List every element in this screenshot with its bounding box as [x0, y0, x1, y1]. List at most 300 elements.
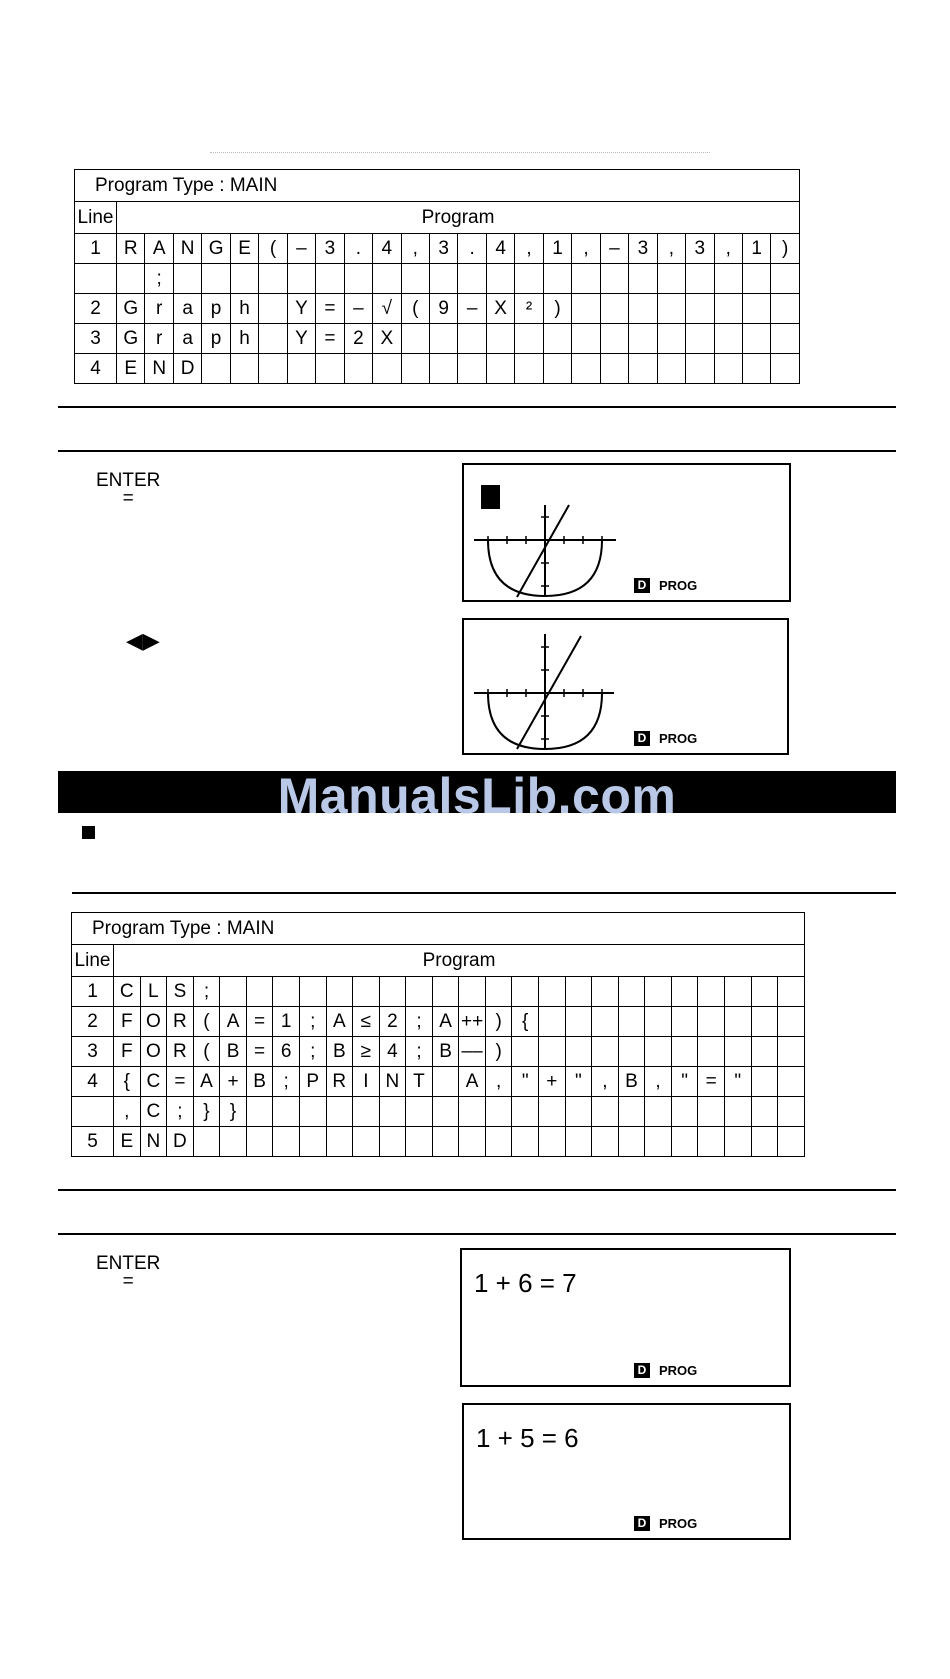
program-cell [326, 977, 353, 1007]
program-cell [600, 294, 628, 324]
program-cell: , [114, 1097, 141, 1127]
program-cell [698, 1127, 725, 1157]
program-cell: G [117, 294, 145, 324]
program-cell [273, 1097, 300, 1127]
program-cell: E [117, 354, 145, 384]
program-cell: B [618, 1067, 645, 1097]
program-cell [459, 1127, 486, 1157]
program-cell [751, 1007, 778, 1037]
program-cell [539, 1097, 566, 1127]
program-cell [485, 1127, 512, 1157]
program-cell: 6 [273, 1037, 300, 1067]
program-cell: " [724, 1067, 751, 1097]
program-cell: D [173, 354, 201, 384]
program-cell: – [458, 294, 486, 324]
status-indicator [634, 1516, 697, 1531]
program-cell [401, 354, 429, 384]
program-cell [565, 1037, 592, 1067]
program-cell [592, 1097, 619, 1127]
program-cell [629, 294, 657, 324]
program-cell: ; [273, 1067, 300, 1097]
program-cell [724, 1097, 751, 1127]
program-cell: " [671, 1067, 698, 1097]
program-cell: N [379, 1067, 406, 1097]
program-cell: { [512, 1007, 539, 1037]
program-cell: " [565, 1067, 592, 1097]
program-cell [344, 354, 372, 384]
enter-key-label [96, 1255, 160, 1291]
screen-output-text: 1 + 5 = 6 [476, 1423, 579, 1453]
program-cell: ≥ [353, 1037, 380, 1067]
divider [58, 1189, 896, 1191]
program-cell: S [167, 977, 194, 1007]
program-cell [259, 324, 287, 354]
program-cell [353, 977, 380, 1007]
d-indicator: D [634, 1363, 650, 1378]
program-cell: R [117, 234, 145, 264]
line-y-2x [517, 505, 569, 597]
program-cell: p [202, 324, 230, 354]
program-cell: R [326, 1067, 353, 1097]
program-cell: , [515, 234, 543, 264]
program-cell [273, 1127, 300, 1157]
divider [58, 406, 896, 408]
program-cell [287, 264, 315, 294]
status-indicator [634, 578, 697, 593]
program-header: Program [117, 202, 800, 234]
divider [72, 892, 896, 894]
program-cell [778, 1067, 805, 1097]
program-cell [406, 977, 433, 1007]
program-cell: E [230, 234, 258, 264]
program-cell: 3 [686, 234, 714, 264]
program-cell: D [167, 1127, 194, 1157]
program-cell [645, 1037, 672, 1067]
program-cell: F [114, 1037, 141, 1067]
line-number [72, 1097, 114, 1127]
program-cell: ≤ [353, 1007, 380, 1037]
program-cell [458, 324, 486, 354]
program-cell: –– [459, 1037, 486, 1067]
program-cell [751, 1097, 778, 1127]
program-cell [618, 1037, 645, 1067]
program-cell: ( [401, 294, 429, 324]
program-cell [686, 264, 714, 294]
program-cell: ) [543, 294, 571, 324]
program-cell: 4 [373, 234, 401, 264]
program-cell: C [140, 1067, 167, 1097]
program-cell [751, 977, 778, 1007]
program-cell: X [486, 294, 514, 324]
graph-plot-1 [464, 465, 789, 600]
d-indicator: D [634, 1516, 650, 1531]
program-cell [572, 294, 600, 324]
program-row [72, 1067, 805, 1097]
program-cell: C [114, 977, 141, 1007]
program-cell [486, 264, 514, 294]
program-cell: A [326, 1007, 353, 1037]
program-cell [714, 294, 742, 324]
program-cell: √ [373, 294, 401, 324]
line-number [75, 264, 117, 294]
program-cell [724, 977, 751, 1007]
program-cell [379, 1097, 406, 1127]
screen-output-text: 1 + 6 = 7 [474, 1268, 577, 1298]
program-cell: F [114, 1007, 141, 1037]
program-cell [724, 1127, 751, 1157]
program-row [75, 264, 800, 294]
program-cell: , [714, 234, 742, 264]
program-cell [771, 324, 800, 354]
line-number: 1 [75, 234, 117, 264]
d-indicator: D [634, 731, 650, 746]
cursor-arrow-keys: ◀▶ [126, 628, 160, 653]
program-cell [771, 354, 800, 384]
program-cell [657, 354, 685, 384]
program-row [75, 324, 800, 354]
program-cell: r [145, 294, 173, 324]
program-cell: A [432, 1007, 459, 1037]
program-cell [618, 1127, 645, 1157]
line-number: 2 [75, 294, 117, 324]
program-cell: h [230, 324, 258, 354]
line-number: 4 [72, 1067, 114, 1097]
program-cell [543, 324, 571, 354]
program-cell [246, 977, 273, 1007]
program-cell [771, 294, 800, 324]
program-cell [485, 1097, 512, 1127]
program-cell [515, 264, 543, 294]
program-cell [326, 1097, 353, 1127]
program-row [72, 1037, 805, 1067]
program-row [72, 1127, 805, 1157]
program-cell: , [592, 1067, 619, 1097]
program-cell [778, 1007, 805, 1037]
program-cell [714, 264, 742, 294]
program-row [72, 1007, 805, 1037]
enter-label: ENTER [96, 470, 161, 491]
program-cell: r [145, 324, 173, 354]
program-cell: – [287, 234, 315, 264]
program-cell [246, 1097, 273, 1127]
program-cell: = [316, 324, 344, 354]
program-cell [432, 1067, 459, 1097]
program-cell: { [114, 1067, 141, 1097]
program-cell [429, 264, 457, 294]
program-cell [629, 264, 657, 294]
program-cell [671, 1037, 698, 1067]
program-cell [600, 264, 628, 294]
program-cell [459, 1097, 486, 1127]
program-cell: ² [515, 294, 543, 324]
prog-indicator: PROG [659, 1516, 698, 1531]
watermark-text: ManualsLib.com [277, 768, 677, 824]
program-cell [512, 977, 539, 1007]
program-cell [379, 977, 406, 1007]
program-cell [246, 1127, 273, 1157]
program-cell [373, 354, 401, 384]
program-cell: N [173, 234, 201, 264]
program-cell [401, 264, 429, 294]
program-cell [592, 977, 619, 1007]
program-cell [316, 354, 344, 384]
program-cell [543, 354, 571, 384]
program-cell [572, 324, 600, 354]
prog-indicator: PROG [659, 1363, 698, 1378]
program-cell: 1 [742, 234, 770, 264]
program-cell: = [698, 1067, 725, 1097]
program-cell: a [173, 324, 201, 354]
program-cell: = [167, 1067, 194, 1097]
program-cell [565, 977, 592, 1007]
program-cell [657, 294, 685, 324]
program-cell [406, 1127, 433, 1157]
program-cell: O [140, 1007, 167, 1037]
d-indicator: D [634, 578, 650, 593]
program-cell: A [193, 1067, 220, 1097]
program-cell: ; [193, 977, 220, 1007]
status-indicator [634, 731, 697, 746]
calculator-screen-3 [460, 1248, 791, 1387]
program-cell: R [167, 1037, 194, 1067]
program-cell: G [117, 324, 145, 354]
program-cell: E [114, 1127, 141, 1157]
program-cell: ; [299, 1007, 326, 1037]
program-cell [592, 1127, 619, 1157]
calculator-screen-4 [462, 1403, 791, 1540]
program-cell [778, 1127, 805, 1157]
program-cell [373, 264, 401, 294]
program-cell [287, 354, 315, 384]
program-cell [432, 977, 459, 1007]
program-cell: p [202, 294, 230, 324]
program-cell [459, 977, 486, 1007]
program-cell: 3 [316, 234, 344, 264]
prog-indicator: PROG [659, 578, 698, 593]
program-cell [565, 1097, 592, 1127]
program-cell: ( [193, 1007, 220, 1037]
program-cell [671, 1127, 698, 1157]
program-cell [485, 977, 512, 1007]
line-number: 5 [72, 1127, 114, 1157]
program-cell [458, 264, 486, 294]
program-cell: A [220, 1007, 247, 1037]
program-cell [202, 264, 230, 294]
line-number: 3 [75, 324, 117, 354]
program-cell [671, 1097, 698, 1127]
program-cell [432, 1127, 459, 1157]
program-cell [751, 1127, 778, 1157]
program-cell [618, 1007, 645, 1037]
program-cell [698, 1097, 725, 1127]
program-cell: " [512, 1067, 539, 1097]
program-cell [657, 264, 685, 294]
program-cell [273, 977, 300, 1007]
program-cell: 2 [344, 324, 372, 354]
program-cell [751, 1067, 778, 1097]
program-cell: 4 [486, 234, 514, 264]
program-cell: C [140, 1097, 167, 1127]
program-cell: ( [259, 234, 287, 264]
enter-sub-label: = [122, 488, 134, 509]
program-cell: } [220, 1097, 247, 1127]
program-cell [645, 1097, 672, 1127]
program-cell [565, 1007, 592, 1037]
program-cell [572, 264, 600, 294]
program-cell: ; [167, 1097, 194, 1127]
program-cell: , [657, 234, 685, 264]
program-cell [353, 1097, 380, 1127]
program-cell [572, 354, 600, 384]
program-cell [714, 354, 742, 384]
program-cell: + [539, 1067, 566, 1097]
program-cell: G [202, 234, 230, 264]
program-cell [618, 1097, 645, 1127]
program-cell [724, 1037, 751, 1067]
program-cell [486, 354, 514, 384]
program-cell [220, 1127, 247, 1157]
program-cell [299, 1127, 326, 1157]
program-cell [742, 324, 770, 354]
program-cell [565, 1127, 592, 1157]
program-cell: 2 [379, 1007, 406, 1037]
section-bullet [82, 826, 95, 839]
program-cell: O [140, 1037, 167, 1067]
program-cell: A [459, 1067, 486, 1097]
program-cell [230, 264, 258, 294]
program-cell: ; [406, 1037, 433, 1067]
program-cell [512, 1127, 539, 1157]
program-cell: T [406, 1067, 433, 1097]
program-cell [698, 1007, 725, 1037]
program-cell: , [401, 234, 429, 264]
program-table-2 [71, 912, 805, 1157]
program-cell [316, 264, 344, 294]
program-cell: R [167, 1007, 194, 1037]
program-cell [117, 264, 145, 294]
program-cell [432, 1097, 459, 1127]
program-cell [645, 1007, 672, 1037]
program-cell [173, 264, 201, 294]
program-cell: 4 [379, 1037, 406, 1067]
program-cell [539, 977, 566, 1007]
program-cell: . [344, 234, 372, 264]
watermark-banner [58, 768, 896, 824]
program-cell: Y [287, 324, 315, 354]
program-row [75, 294, 800, 324]
program-cell: = [246, 1037, 273, 1067]
program-cell [193, 1127, 220, 1157]
program-header: Program [114, 945, 805, 977]
program-cell [751, 1037, 778, 1067]
program-cell: I [353, 1067, 380, 1097]
program-cell: ++ [459, 1007, 486, 1037]
program-cell: } [193, 1097, 220, 1127]
program-cell: ) [485, 1007, 512, 1037]
program-cell [698, 977, 725, 1007]
program-cell [724, 1007, 751, 1037]
program-cell [671, 977, 698, 1007]
program-cell: 3 [629, 234, 657, 264]
program-table-1 [74, 169, 800, 384]
program-cell [512, 1097, 539, 1127]
enter-key-label [96, 472, 160, 508]
program-cell [353, 1127, 380, 1157]
program-cell [539, 1037, 566, 1067]
program-cell: Y [287, 294, 315, 324]
enter-sub-label: = [122, 1271, 134, 1292]
program-cell [742, 354, 770, 384]
program-cell [429, 324, 457, 354]
program-cell [600, 354, 628, 384]
program-cell: ; [406, 1007, 433, 1037]
program-cell: B [432, 1037, 459, 1067]
program-cell [592, 1037, 619, 1067]
program-cell: h [230, 294, 258, 324]
program-cell [778, 1097, 805, 1127]
divider [58, 1233, 896, 1235]
program-row [72, 1097, 805, 1127]
program-cell: = [316, 294, 344, 324]
program-cell [344, 264, 372, 294]
program-cell: , [485, 1067, 512, 1097]
program-cell [778, 977, 805, 1007]
program-cell [592, 1007, 619, 1037]
program-cell: ) [771, 234, 800, 264]
program-cell [629, 324, 657, 354]
program-cell: X [373, 324, 401, 354]
program-cell: ( [193, 1037, 220, 1067]
prog-indicator: PROG [659, 731, 698, 746]
program-row [75, 234, 800, 264]
program-cell: ; [145, 264, 173, 294]
program-cell [778, 1037, 805, 1067]
program-cell [539, 1127, 566, 1157]
graph-plot-2 [464, 620, 787, 753]
program-cell: 3 [429, 234, 457, 264]
program-cell: A [145, 234, 173, 264]
program-cell [686, 324, 714, 354]
line-header: Line [72, 945, 114, 977]
program-row [75, 354, 800, 384]
program-cell: 1 [273, 1007, 300, 1037]
program-cell: – [344, 294, 372, 324]
calculator-screen-2 [462, 618, 789, 755]
program-cell: L [140, 977, 167, 1007]
line-number: 2 [72, 1007, 114, 1037]
program-cell: , [572, 234, 600, 264]
program-cell: N [140, 1127, 167, 1157]
program-cell [671, 1007, 698, 1037]
program-cell [486, 324, 514, 354]
program-cell [698, 1037, 725, 1067]
program-cell: a [173, 294, 201, 324]
program-cell [220, 977, 247, 1007]
program-cell [686, 294, 714, 324]
program-cell [512, 1037, 539, 1067]
program-cell [539, 1007, 566, 1037]
program-cell: + [220, 1067, 247, 1097]
program-cell [259, 264, 287, 294]
line-number: 1 [72, 977, 114, 1007]
program-cell: B [326, 1037, 353, 1067]
program-cell [645, 977, 672, 1007]
program-cell [657, 324, 685, 354]
program-cell [379, 1127, 406, 1157]
program-cell [686, 354, 714, 384]
program-cell [458, 354, 486, 384]
calculator-screen-1 [462, 463, 791, 602]
